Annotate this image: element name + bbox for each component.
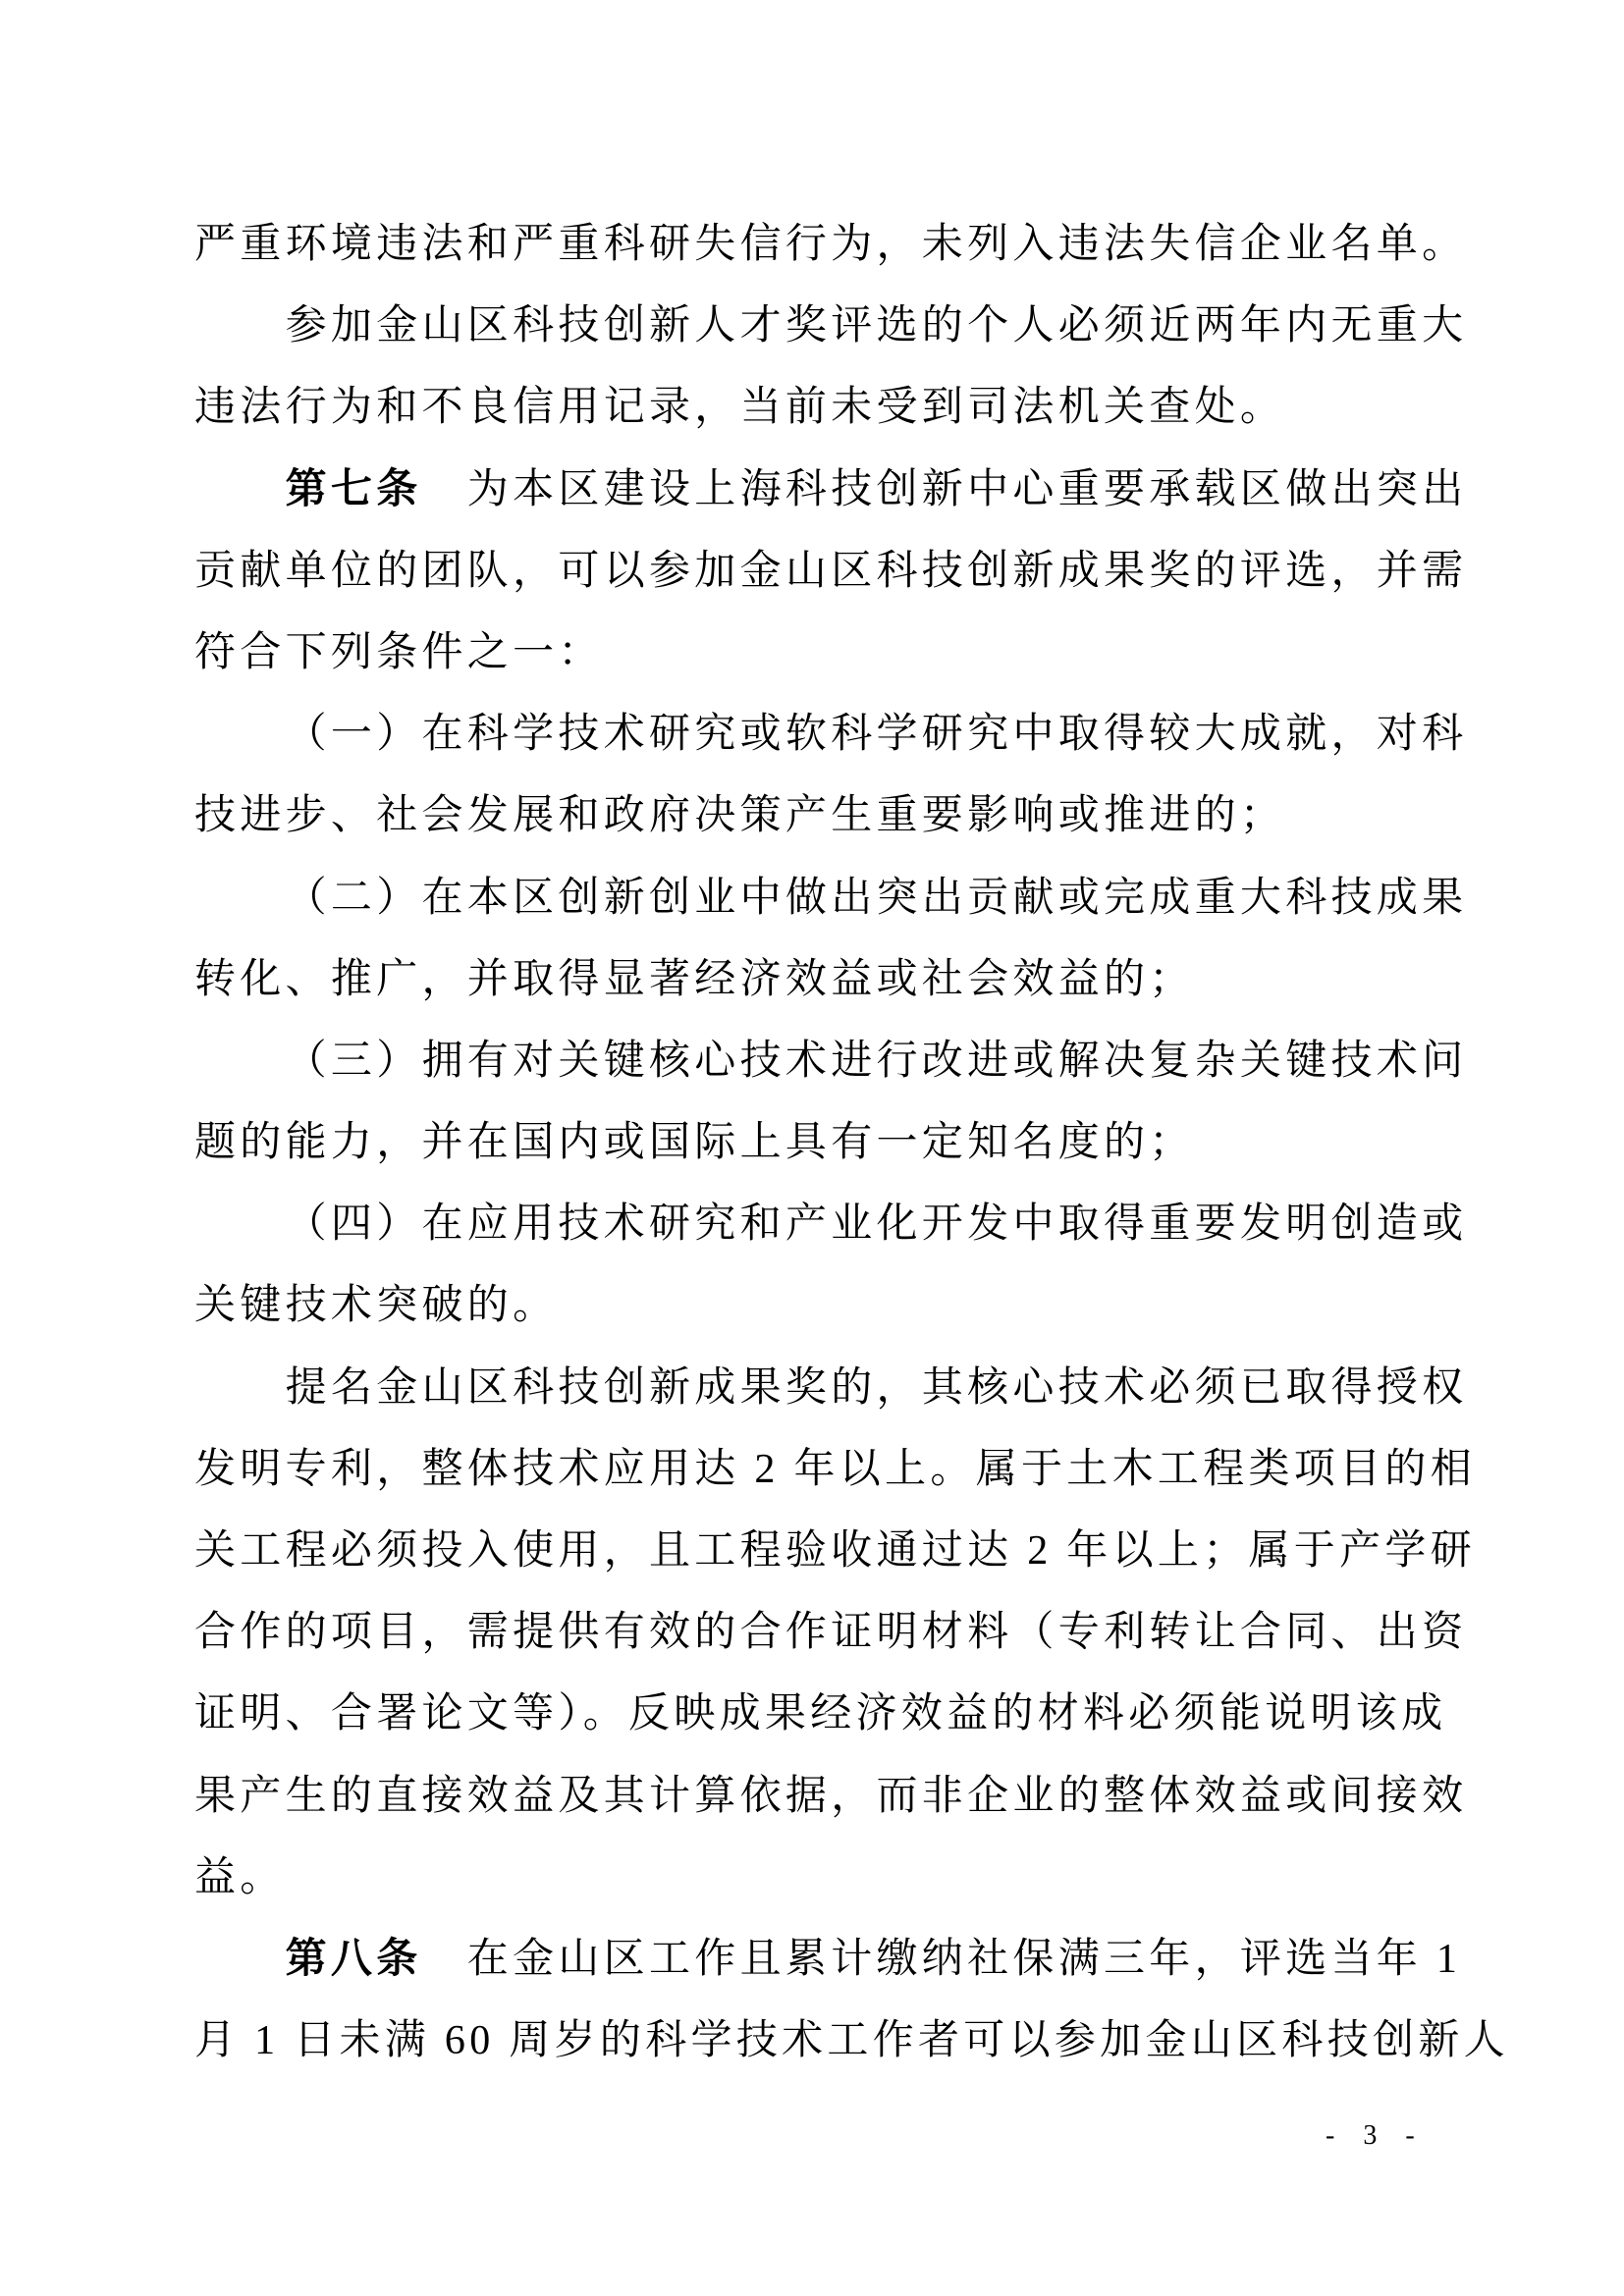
text-line (194, 2001, 1509, 2082)
text-line (194, 775, 1500, 857)
document-lines (194, 204, 1509, 2082)
text-run: 为本区建设上海科技创新中心重要承载区做出突出 (421, 466, 1468, 512)
text-line (194, 531, 1500, 613)
text-line (194, 1265, 1500, 1347)
text-run: 月 1 日未满 60 周岁的科学技术工作者可以参加金山区科技创新人 (194, 2018, 1509, 2064)
text-line (194, 1838, 1500, 1919)
text-run: （三）拥有对关键核心技术进行改进或解决复杂关键技术问 (285, 1038, 1468, 1084)
text-line (194, 1021, 1500, 1102)
text-line (194, 1429, 1500, 1511)
text-line (194, 367, 1500, 449)
text-run: 转化、推广，并取得显著经济效益或社会效益的； (194, 956, 1195, 1002)
text-line (194, 1674, 1500, 1755)
text-line (194, 286, 1500, 367)
text-run: 果产生的直接效益及其计算依据，而非企业的整体效益或间接效 (194, 1773, 1468, 1819)
text-run: （四）在应用技术研究和产业化开发中取得重要发明创造或 (285, 1201, 1468, 1248)
text-run: （一）在科学技术研究或软科学研究中取得较大成就，对科 (285, 712, 1468, 758)
text-line (194, 1348, 1500, 1429)
article-number-heading: 第七条 (285, 466, 422, 512)
text-run: 提名金山区科技创新成果奖的，其核心技术必须已取得授权 (285, 1364, 1468, 1411)
text-line (194, 858, 1500, 939)
text-run: 技进步、社会发展和政府决策产生重要影响或推进的； (194, 793, 1286, 839)
text-run: 发明专利，整体技术应用达 2 年以上。属于土木工程类项目的相 (194, 1446, 1477, 1492)
text-line (194, 1511, 1500, 1592)
text-line (194, 1102, 1500, 1184)
text-line (194, 1592, 1500, 1674)
text-run: 违法行为和不良信用记录，当前未受到司法机关查处。 (194, 385, 1286, 431)
text-line (194, 204, 1500, 286)
text-run: 合作的项目，需提供有效的合作证明材料（专利转让合同、出资 (194, 1610, 1468, 1656)
text-run: 贡献单位的团队，可以参加金山区科技创新成果奖的评选，并需 (194, 548, 1468, 594)
text-run: 题的能力，并在国内或国际上具有一定知名度的； (194, 1120, 1195, 1166)
text-line (194, 450, 1500, 531)
text-run: 益。 (194, 1854, 286, 1900)
text-line (194, 1184, 1500, 1265)
text-line (194, 1756, 1500, 1838)
article-number-heading: 第八条 (285, 1936, 422, 1982)
text-run: 严重环境违法和严重科研失信行为，未列入违法失信企业名单。 (194, 222, 1468, 267)
text-run: 证明、合署论文等）。反映成果经济效益的材料必须能说明该成 (194, 1691, 1447, 1737)
text-line (194, 939, 1500, 1021)
text-run: 关工程必须投入使用，且工程验收通过达 2 年以上；属于产学研 (194, 1528, 1477, 1574)
text-run: 关键技术突破的。 (194, 1283, 559, 1329)
text-run: 参加金山区科技创新人才奖评选的个人必须近两年内无重大 (285, 303, 1468, 349)
text-line (194, 694, 1500, 775)
text-run: 在金山区工作且累计缴纳社保满三年，评选当年 1 (421, 1936, 1462, 1982)
text-run: 符合下列条件之一： (194, 629, 604, 675)
text-run: （二）在本区创新创业中做出突出贡献或完成重大科技成果 (285, 875, 1468, 921)
text-line (194, 1919, 1500, 2001)
page-number: - 3 - (1326, 2120, 1421, 2151)
text-line (194, 613, 1500, 694)
